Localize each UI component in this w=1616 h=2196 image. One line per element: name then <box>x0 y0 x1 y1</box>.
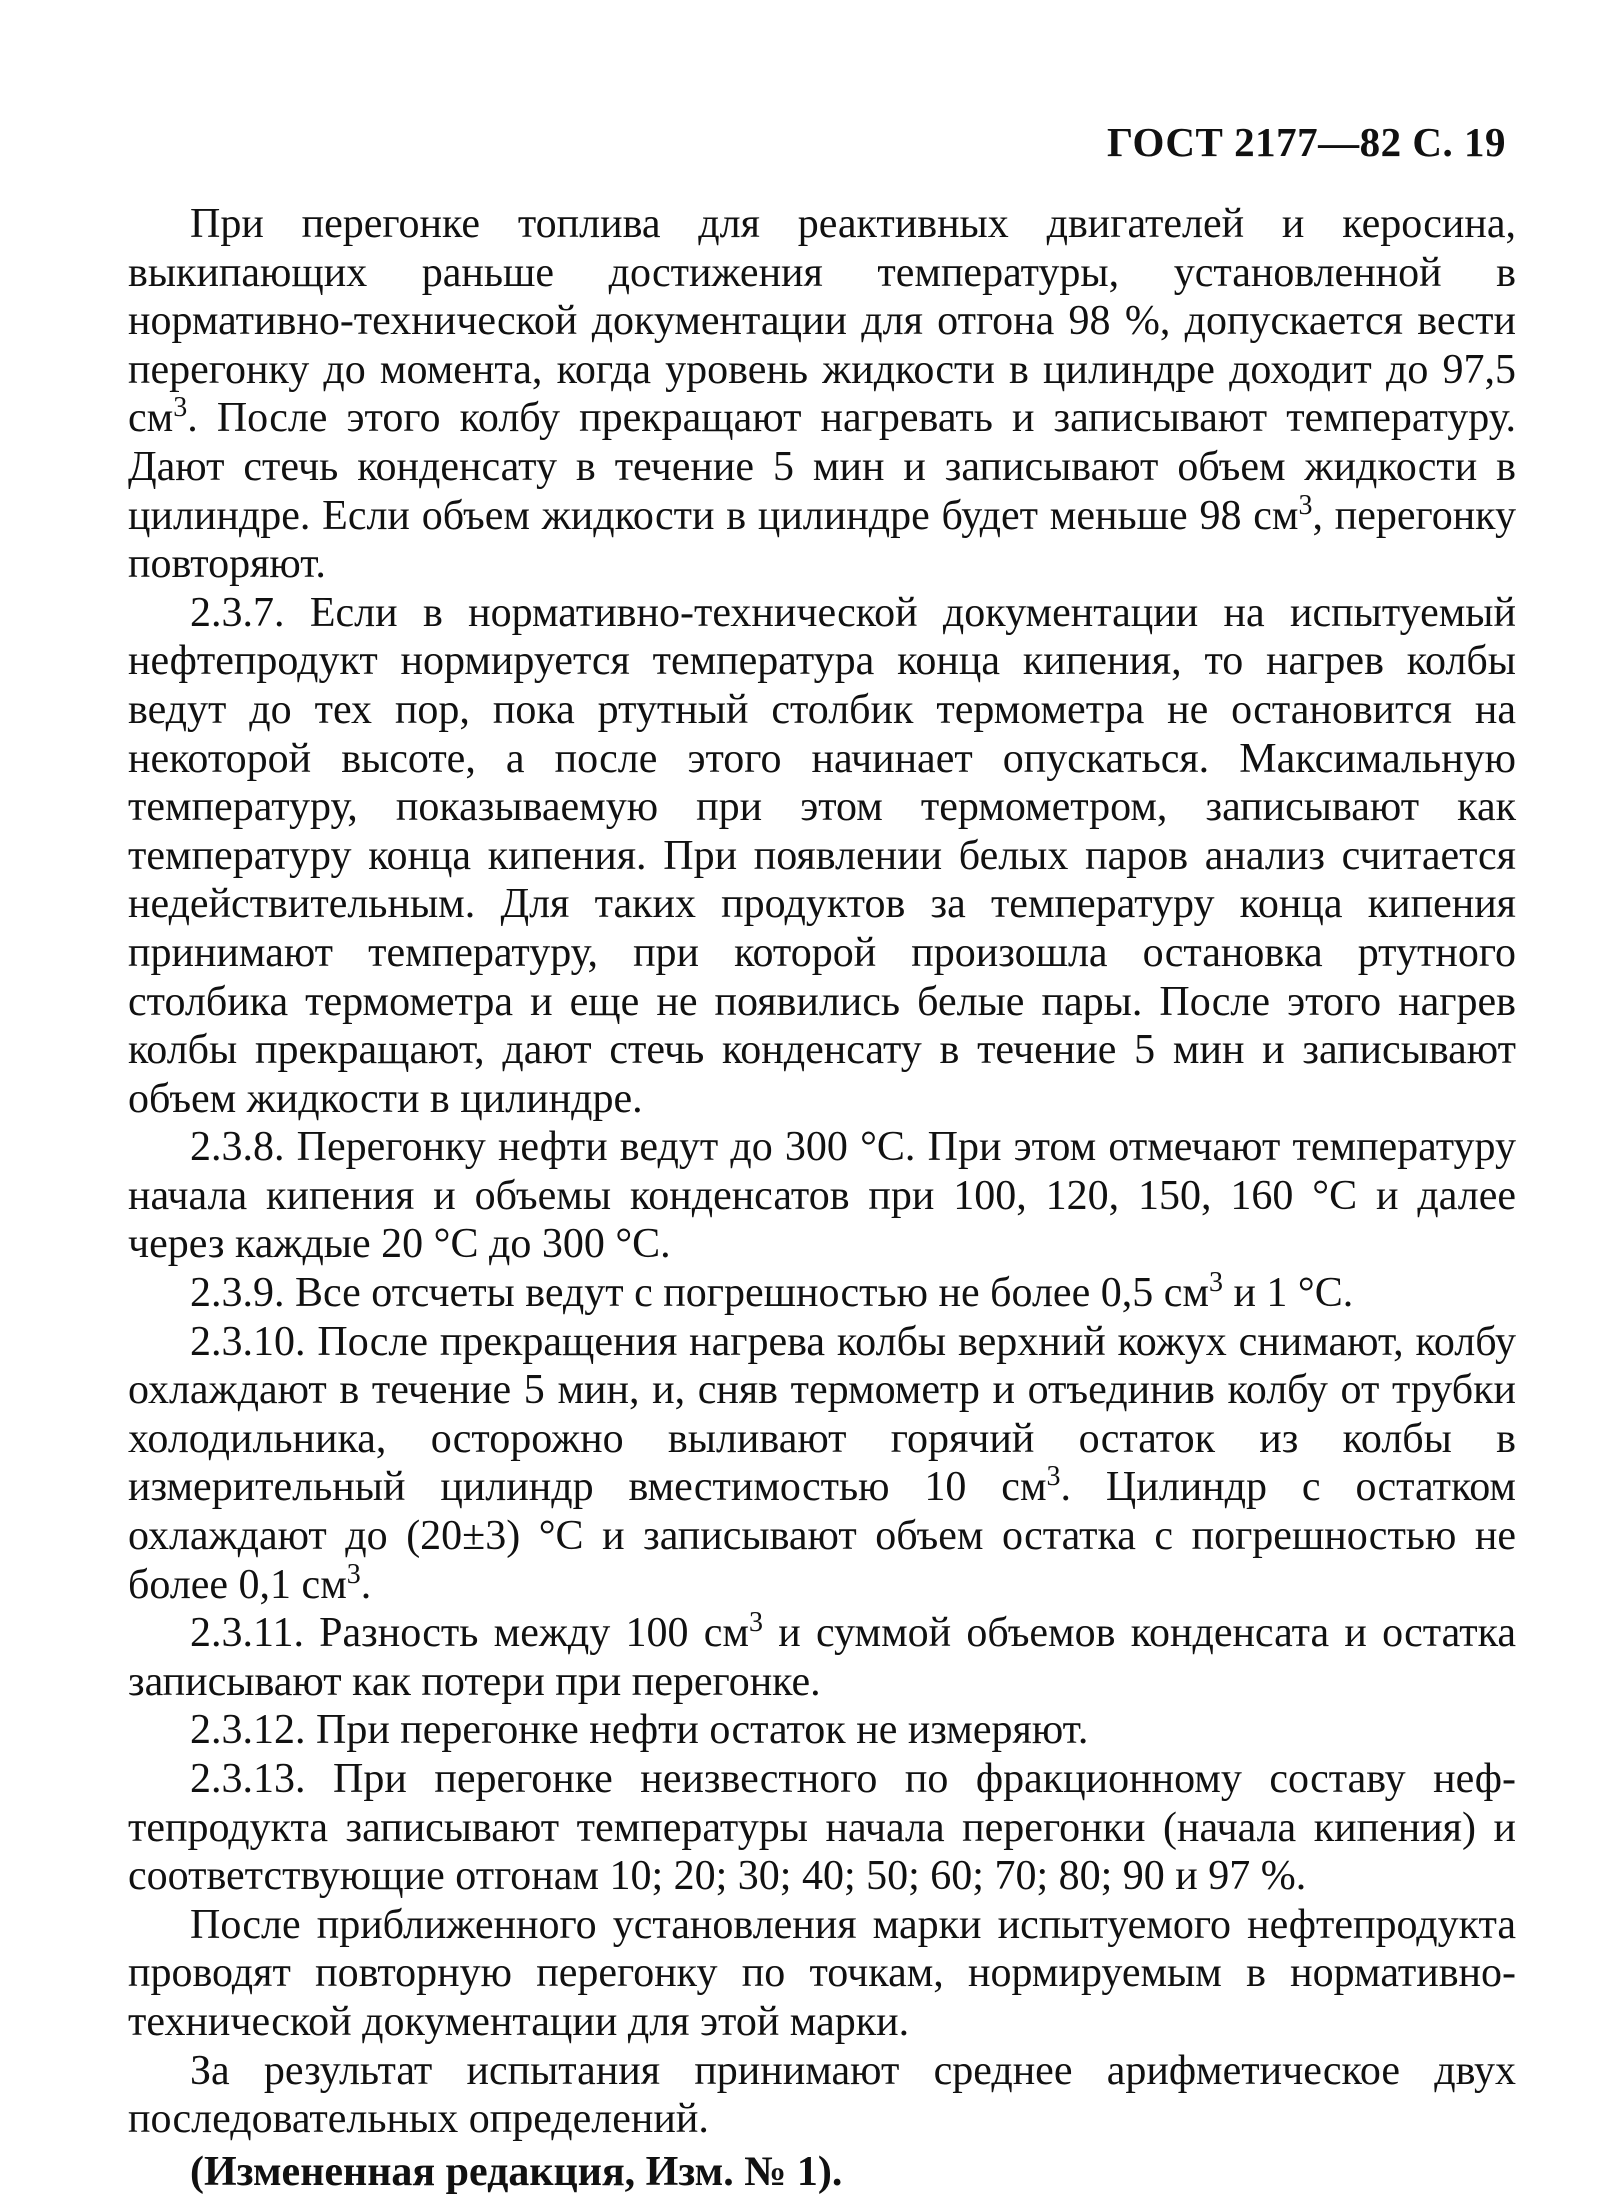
running-header: ГОСТ 2177—82 С. 19 <box>1106 119 1506 165</box>
paragraph-2-3-12: 2.3.12. При перегонке нефти остаток не измеряют. <box>190 1707 1089 1754</box>
paragraph-2-3-11: 2.3.11. Разность между 100 $см^3$ и суммой объемов конденсата и остатка записывают как потери при перегонке. <box>128 1607 1516 1705</box>
paragraph-2-3-10: 2.3.10. После прекращения нагрева колбы верхний кожух снимают, колбу охлаждают в течение 5 мин, и, сняв термометр и отъединив колбу от трубки холодильника, осторожно выливают горячий остаток из колбы в измерительный цилиндр вместимостью 10 $см^3$. Цилиндр с остатком охлаждают до (20±3) °С и записывают объем остатка с погрешностью не более 0,1 $см^3$. <box>128 1318 1516 1608</box>
paragraph-repeat-distillation: После приближенного установления марки испытуемого нефтепродукта проводят повторную перегонку по точкам, нормируемым в нормативно-технической документации для этой марки. <box>128 1901 1516 2045</box>
amendment-note: (Измененная редакция, Изм. № 1). <box>190 2148 843 2195</box>
paragraph-kerosene-distillation: При перегонке топлива для реактивных двигателей и керосина, выкипающих раньше достижения температуры, установленной в нормативно-технической документации для отгона 98 %, допускается вести перегонку до момента, когда уровень жидкости в цилиндре доходит до 97,5 $см^3$. После этого колбу прекращают нагревать и записывают температуру. Дают стечь конденсату в течение 5 мин и записывают объем жидкости в цилиндре. Если объем жидкости в цилиндре будет меньше 98 $см^3$, перегонку повторяют. <box>128 201 1516 588</box>
paragraph-2-3-8: 2.3.8. Перегонку нефти ведут до 300 °С. При этом отмечают температуру начала кипения и объемы конденсатов при 100, 120, 150, 160 °С и далее через каждые 20 °С до 300 °С. <box>128 1124 1516 1268</box>
document-body <box>128 200 1516 2196</box>
paragraph-2-3-7: 2.3.7. Если в нормативно-технической документации на испытуемый нефтепродукт нормируется температура конца кипения, то нагрев колбы ведут до тех пор, пока ртутный столбик термометра не остановится на некоторой высоте, а после этого начинает опускаться. Максимальную температуру, показываемую при этом термометром, записывают как температуру конца кипения. При появлении белых паров анализ считается недействительным. Для таких продуктов за температуру конца кипения принимают температуру, при которой произошла остановка ртутного столбика термометра и еще не появились белые пары. После этого нагрев колбы прекращают, дают стечь конденсату в течение 5 мин и записывают объем жидкости в цилиндре. <box>128 589 1516 1122</box>
paragraph-test-result: За результат испытания принимают среднее арифметическое двух последовательных определений. <box>128 2047 1516 2143</box>
paragraph-2-3-9: 2.3.9. Все отсчеты ведут с погрешностью не более 0,5 $см^3$ и 1 °С. <box>190 1267 1354 1317</box>
paragraph-2-3-13: 2.3.13. При перегонке неизвестного по фракционному составу нефтепродукта записывают температуры начала перегонки (начала кипения) и соответствующие отгонам 10; 20; 30; 40; 50; 60; 70; 80; 90 и 97 %. <box>128 1756 1516 1900</box>
